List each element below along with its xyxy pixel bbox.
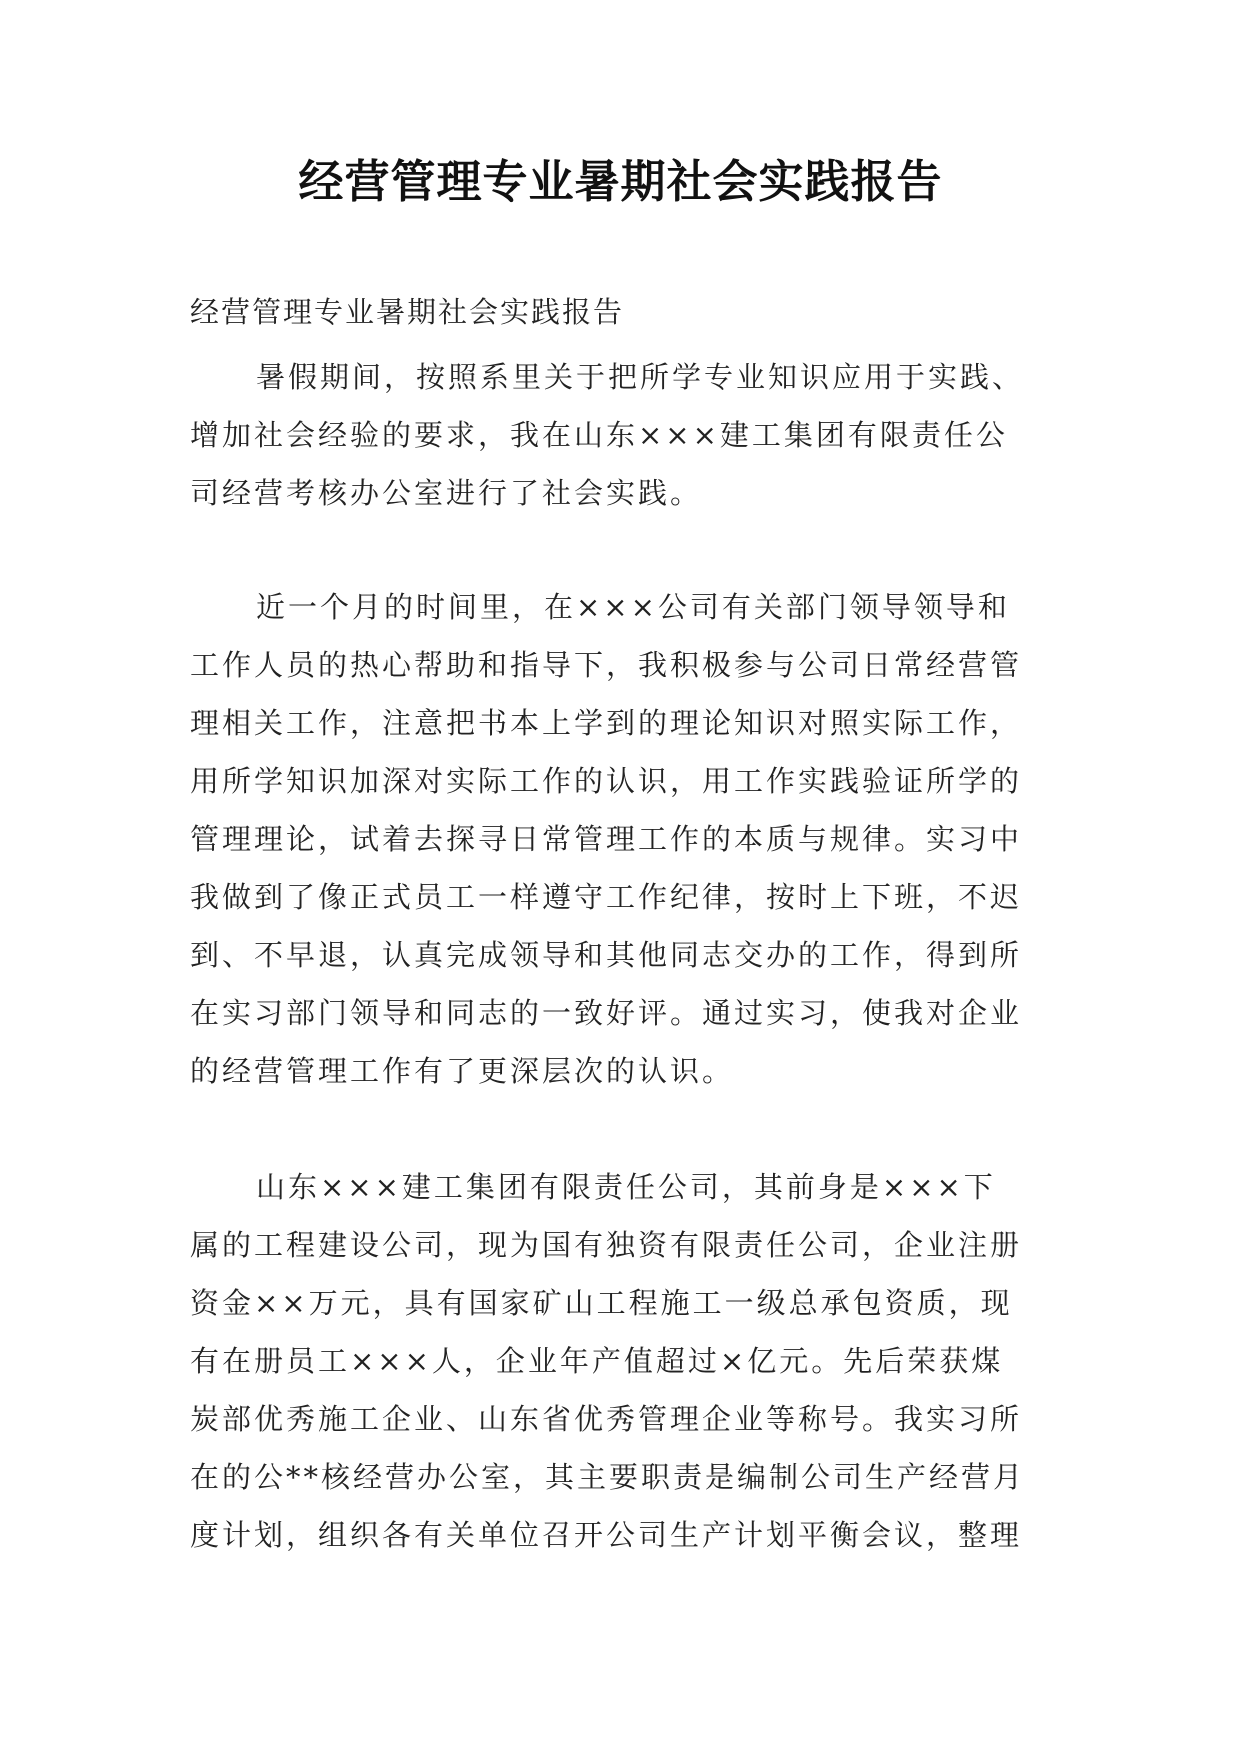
paragraph-line: 属的工程建设公司，现为国有独资有限责任公司，企业注册 (190, 1228, 1023, 1262)
paragraph-line: 山东×××建工集团有限责任公司，其前身是×××下 (256, 1170, 996, 1204)
paragraph-line: 在的公**核经营办公室，其主要职责是编制公司生产经营月 (190, 1460, 1026, 1494)
document-title: 经营管理专业暑期社会实践报告 (298, 155, 943, 208)
paragraph-line: 用所学知识加深对实际工作的认识，用工作实践验证所学的 (190, 764, 1023, 798)
paragraph-line: 司经营考核办公室进行了社会实践。 (190, 476, 703, 510)
paragraph-line: 理相关工作，注意把书本上学到的理论知识对照实际工作， (190, 706, 1023, 740)
paragraph-internship-intro (190, 348, 1024, 522)
paragraph-line: 我做到了像正式员工一样遵守工作纪律，按时上下班，不迟 (190, 880, 1023, 914)
paragraph-company-profile (190, 1158, 1025, 1564)
paragraph-line: 暑假期间，按照系里关于把所学专业知识应用于实践、 (256, 360, 1025, 394)
paragraph-line: 有在册员工×××人，企业年产值超过×亿元。先后荣获煤 (190, 1344, 1004, 1378)
paragraph-line: 度计划，组织各有关单位召开公司生产计划平衡会议，整理 (190, 1518, 1023, 1552)
paragraph-line: 到、不早退，认真完成领导和其他同志交办的工作，得到所 (190, 938, 1023, 972)
paragraph-line: 增加社会经验的要求，我在山东×××建工集团有限责任公 (190, 418, 1008, 452)
document-subtitle: 经营管理专业暑期社会实践报告 (190, 295, 625, 329)
paragraph-line: 近一个月的时间里，在×××公司有关部门领导领导和 (256, 590, 1010, 624)
paragraph-line: 管理理论，试着去探寻日常管理工作的本质与规律。实习中 (190, 822, 1023, 856)
paragraph-line: 的经营管理工作有了更深层次的认识。 (190, 1054, 735, 1088)
paragraph-line: 炭部优秀施工企业、山东省优秀管理企业等称号。我实习所 (190, 1402, 1023, 1436)
paragraph-internship-experience (190, 578, 1022, 1100)
paragraph-line: 资金××万元，具有国家矿山工程施工一级总承包资质，现 (190, 1286, 1013, 1320)
paragraph-line: 工作人员的热心帮助和指导下，我积极参与公司日常经营管 (190, 648, 1023, 682)
paragraph-line: 在实习部门领导和同志的一致好评。通过实习，使我对企业 (190, 996, 1023, 1030)
